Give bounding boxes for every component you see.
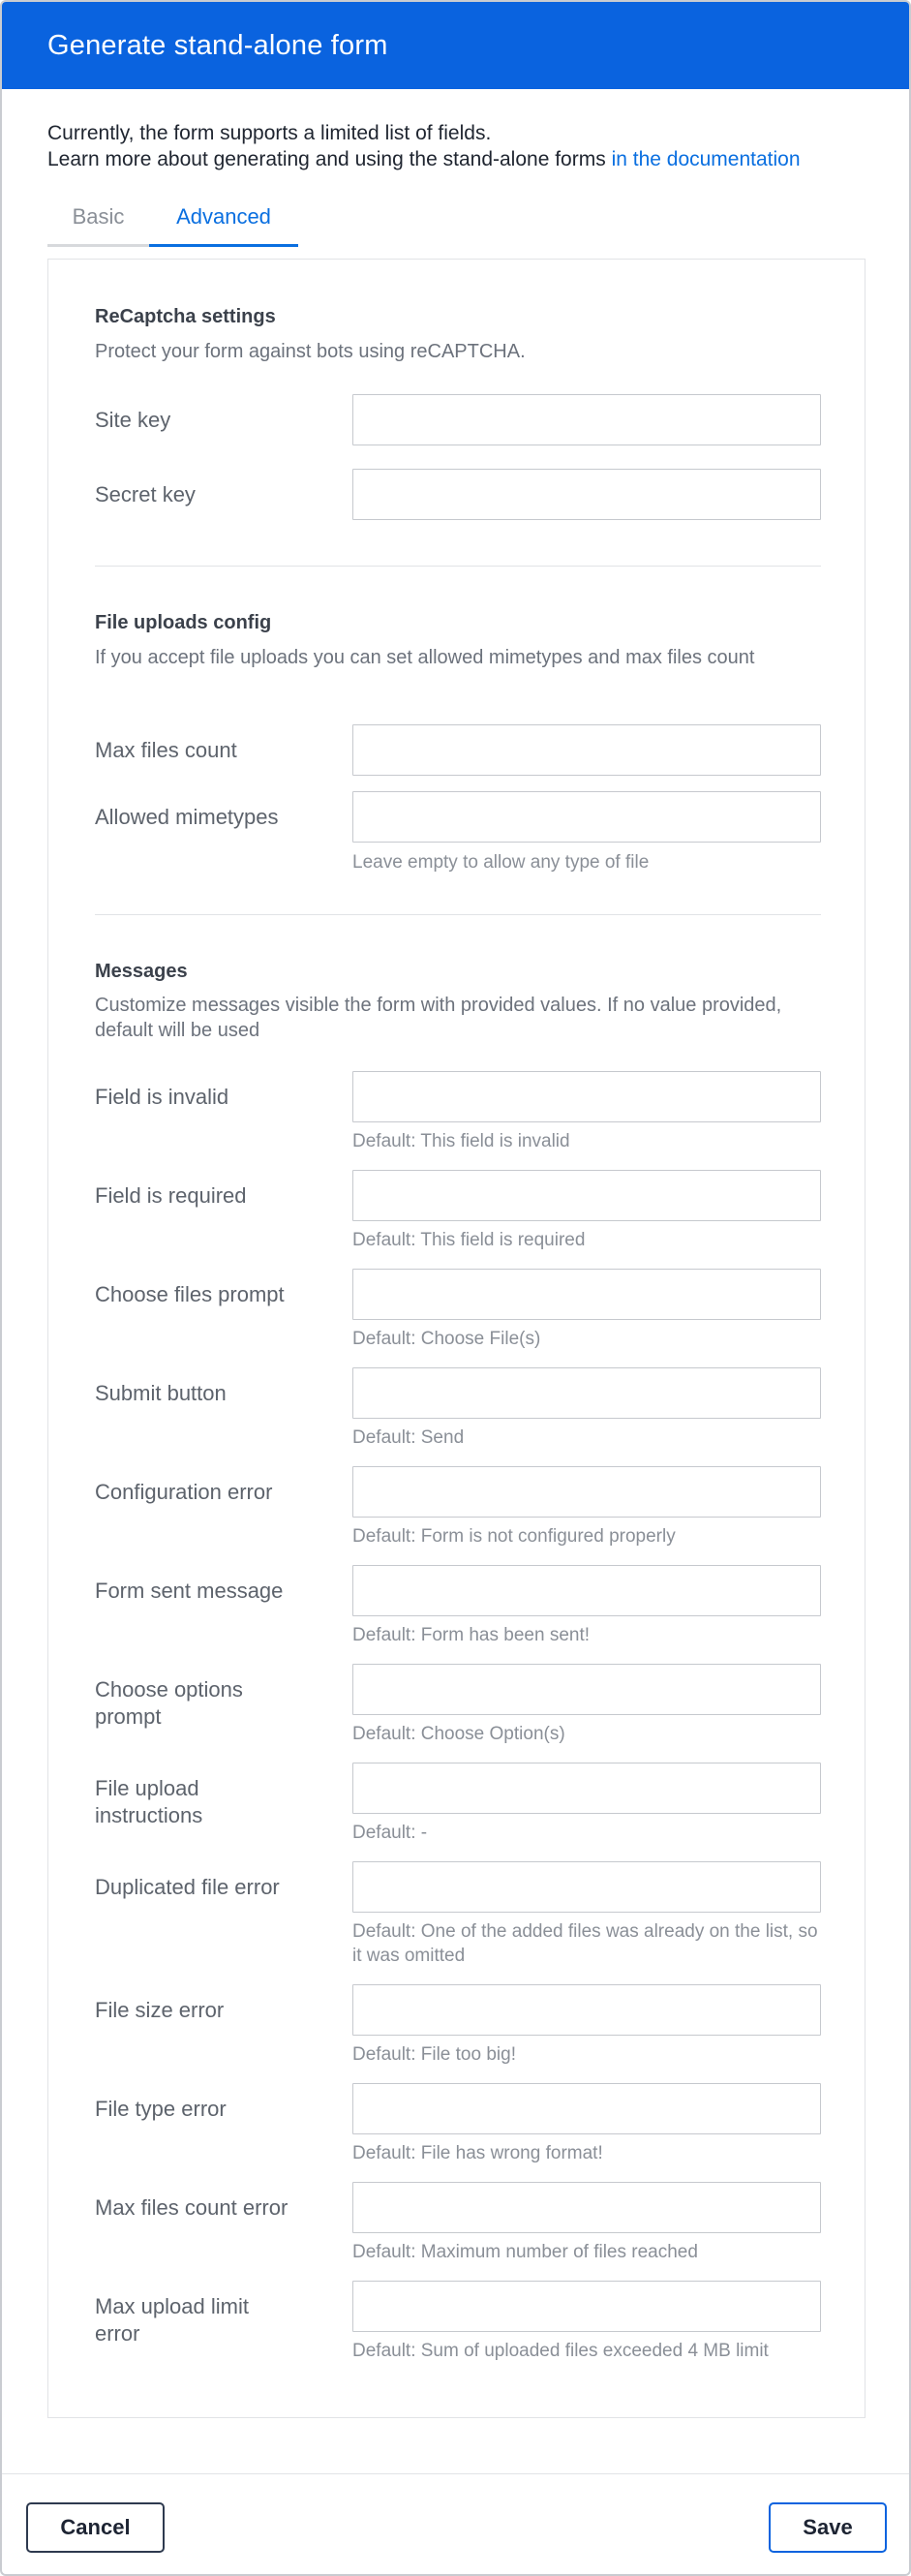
uploads-desc: If you accept file uploads you can set allowed mimetypes and max files count <box>95 647 755 668</box>
site-key-label: Site key <box>95 408 171 432</box>
mimetypes-input[interactable] <box>352 791 821 843</box>
messages-title: Messages <box>95 961 188 982</box>
section-divider <box>95 566 821 567</box>
file-upload-instructions-hint: Default: - <box>352 1823 428 1843</box>
choose-options-hint: Default: Choose Option(s) <box>352 1724 565 1744</box>
tab-bar <box>47 202 865 247</box>
max-upload-limit-error-label: Max upload limit error <box>95 2294 249 2346</box>
max-upload-limit-error-input[interactable] <box>352 2281 821 2332</box>
intro-line-2-text: Learn more about generating and using the stand-alone forms <box>47 148 606 170</box>
form-sent-hint: Default: Form has been sent! <box>352 1625 591 1645</box>
file-size-error-label: File size error <box>95 1998 225 2022</box>
tab-advanced[interactable]: Advanced <box>149 202 298 247</box>
mimetypes-label: Allowed mimetypes <box>95 805 279 829</box>
choose-options-input[interactable] <box>352 1664 821 1715</box>
file-size-error-input[interactable] <box>352 1984 821 2036</box>
modal-intro <box>2 89 909 172</box>
file-type-error-hint: Default: File has wrong format! <box>352 2143 603 2163</box>
configuration-error-label: Configuration error <box>95 1480 273 1504</box>
section-divider <box>95 914 821 915</box>
choose-files-label: Choose files prompt <box>95 1282 285 1306</box>
file-size-error-hint: Default: File too big! <box>352 2044 516 2065</box>
modal-header <box>2 2 909 89</box>
field-required-input[interactable] <box>352 1170 821 1221</box>
field-invalid-label: Field is invalid <box>95 1085 229 1109</box>
field-invalid-input[interactable] <box>352 1071 821 1122</box>
secret-key-label: Secret key <box>95 482 196 506</box>
max-upload-limit-error-hint: Default: Sum of uploaded files exceeded 4 MB limit <box>352 2341 769 2361</box>
site-key-input[interactable] <box>352 394 821 445</box>
mimetypes-hint: Leave empty to allow any type of file <box>352 852 650 873</box>
file-upload-instructions-label: File upload instructions <box>95 1776 203 1827</box>
file-upload-instructions-input[interactable] <box>352 1763 821 1814</box>
max-files-count-error-input[interactable] <box>352 2182 821 2233</box>
submit-button-label: Submit button <box>95 1381 227 1405</box>
choose-options-label: Choose options prompt <box>95 1677 243 1729</box>
secret-key-input[interactable] <box>352 469 821 520</box>
choose-files-hint: Default: Choose File(s) <box>352 1329 541 1349</box>
messages-desc: Customize messages visible the form with provided values. If no value provided, default will be used <box>95 995 782 1041</box>
choose-files-input[interactable] <box>352 1269 821 1320</box>
field-required-hint: Default: This field is required <box>352 1230 586 1250</box>
advanced-panel <box>47 259 865 2418</box>
cancel-button[interactable]: Cancel <box>26 2502 165 2553</box>
intro-line-1: Currently, the form supports a limited list of fields. <box>47 122 492 144</box>
max-files-count-error-hint: Default: Maximum number of files reached <box>352 2242 698 2262</box>
tab-basic[interactable]: Basic <box>47 202 149 247</box>
configuration-error-hint: Default: Form is not configured properly <box>352 1526 676 1547</box>
duplicated-file-input[interactable] <box>352 1861 821 1913</box>
file-type-error-label: File type error <box>95 2097 227 2121</box>
form-sent-label: Form sent message <box>95 1579 284 1603</box>
submit-button-hint: Default: Send <box>352 1427 465 1448</box>
configuration-error-input[interactable] <box>352 1466 821 1518</box>
duplicated-file-label: Duplicated file error <box>95 1875 280 1899</box>
field-invalid-hint: Default: This field is invalid <box>352 1131 570 1151</box>
file-type-error-input[interactable] <box>352 2083 821 2134</box>
modal-title: Generate stand-alone form <box>47 29 388 61</box>
max-files-count-error-label: Max files count error <box>95 2195 288 2220</box>
uploads-title: File uploads config <box>95 612 272 633</box>
recaptcha-desc: Protect your form against bots using reCAPTCHA. <box>95 341 526 362</box>
recaptcha-title: ReCaptcha settings <box>95 306 276 327</box>
max-files-input[interactable] <box>352 724 821 776</box>
intro-line-2 <box>47 146 909 172</box>
submit-button-input[interactable] <box>352 1367 821 1419</box>
max-files-label: Max files count <box>95 738 237 762</box>
footer-divider <box>2 2473 911 2474</box>
field-required-label: Field is required <box>95 1183 247 1208</box>
form-sent-input[interactable] <box>352 1565 821 1616</box>
documentation-link[interactable]: in the documentation <box>611 148 801 170</box>
duplicated-file-hint: Default: One of the added files was already on the list, so it was omitted <box>352 1921 818 1966</box>
save-button[interactable]: Save <box>769 2502 887 2553</box>
